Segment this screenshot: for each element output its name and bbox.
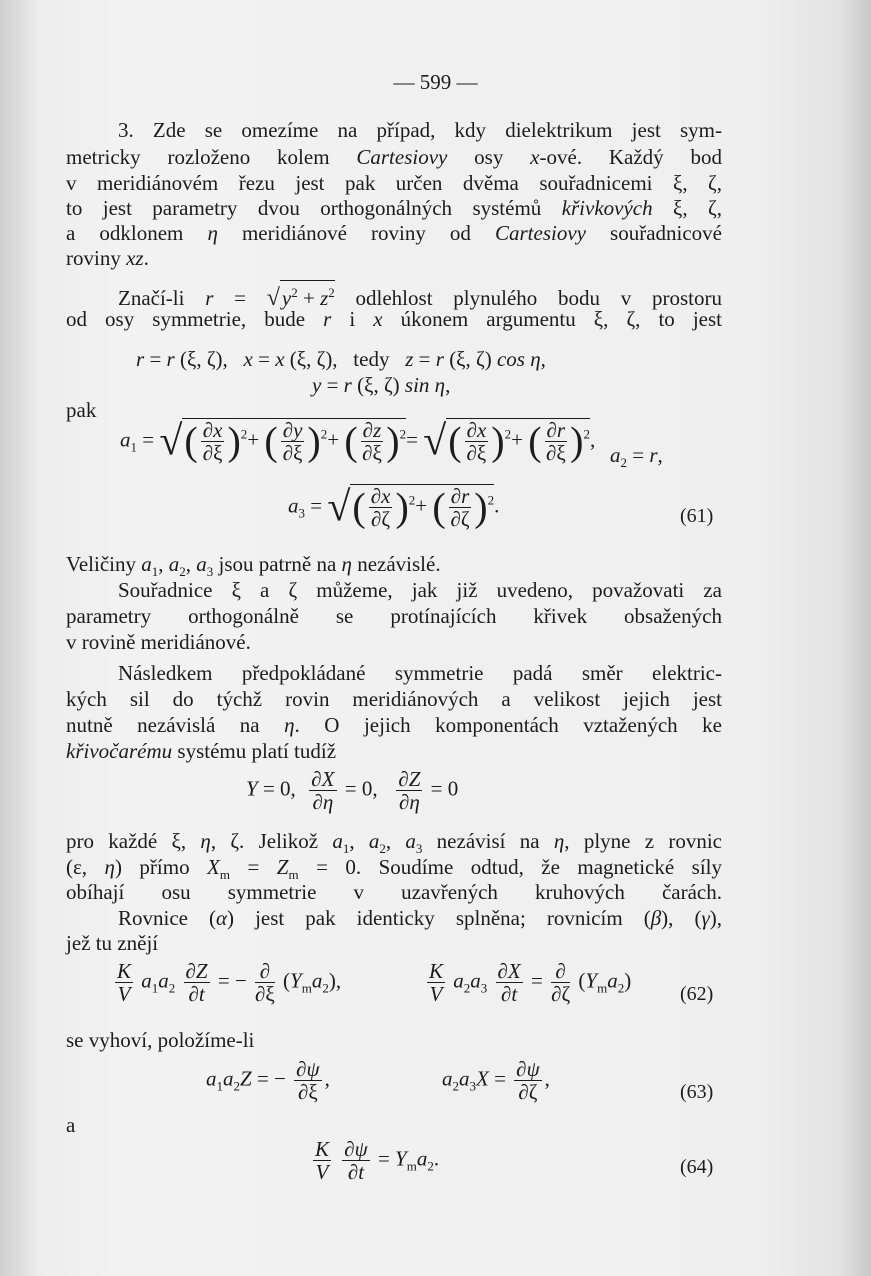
equation-line: r = r (ξ, ζ), x = x (ξ, ζ), tedy z = r (ξ, ζ) cos η, bbox=[136, 347, 546, 371]
text-line: Následkem předpokládané symmetrie padá směr elektric- bbox=[118, 661, 722, 685]
equation-Y-zero: Y = 0, $\frac{\partial X}{\partial\eta}$ = 0, $\frac{\partial Z}{\partial\eta}$ = 0 bbox=[246, 767, 459, 814]
text-line: to jest parametry dvou orthogonálných systémů křivkových ξ, ζ, bbox=[66, 196, 722, 220]
equation-a1: $a_1$ = √( $\frac{\partial x}{\partial\xi}$ )$^2$+ ( $\frac{\partial y}{\partial\xi}$ )$^2$+ ( $\frac{\partial z}{\partial\xi}$ )$^2$= √( $\frac{\partial x}{\partial\xi}$ )$^2$+ ( $\frac{\partial r}{\partial\xi}$ )$^2$, bbox=[120, 418, 596, 465]
text-line: pak bbox=[66, 398, 97, 422]
page-number: — 599 — bbox=[393, 70, 478, 94]
text-line: 3. Zde se omezíme na případ, kdy dielektrikum jest sym- bbox=[118, 118, 722, 142]
text-line: křivočarému systému platí tudíž bbox=[66, 739, 337, 763]
text-line: Rovnice (α) jest pak identicky splněna; rovnicím (β), (γ), bbox=[118, 906, 722, 930]
equation-number: (64) bbox=[680, 1156, 714, 1178]
equation-number: (62) bbox=[680, 983, 714, 1005]
equation-62-right: $\frac{K}{V}$ $a_2a_3$ $\frac{\partial X}{\partial t}$ = $\frac{\partial}{\partial\zeta}$ $(Y_ma_2)$ bbox=[429, 959, 632, 1006]
equation-a2: $a_2 = r$, bbox=[610, 443, 663, 471]
equation-number: (63) bbox=[680, 1081, 714, 1103]
equation-a3: $a_3$ = √( $\frac{\partial x}{\partial\zeta}$ )$^2$+ ( $\frac{\partial r}{\partial\zeta}$ )$^2$. bbox=[288, 484, 500, 531]
text-line: jež tu znějí bbox=[66, 931, 159, 955]
equation-64: $\frac{K}{V}$ $\frac{\partial\psi}{\partial t}$ = $Y_ma_2$. bbox=[315, 1137, 440, 1184]
text-line: od osy symmetrie, bude r i x úkonem argumentu ξ, ζ, to jest bbox=[66, 307, 722, 331]
equation-63-left: $a_1a_2Z$ = − $\frac{\partial\psi}{\partial\xi}$ , bbox=[206, 1057, 330, 1104]
text-line: kých sil do týchž rovin meridiánových a velikost jejich jest bbox=[66, 687, 722, 711]
text-line: obíhají osu symmetrie v uzavřených kruhových čarách. bbox=[66, 880, 722, 904]
text-line: metricky rozloženo kolem Cartesiovy osy x-ové. Každý bod bbox=[66, 145, 723, 169]
text-line: parametry orthogonálně se protínajících křivek obsažených bbox=[66, 604, 722, 628]
text-line: a bbox=[66, 1113, 76, 1137]
text-line: roviny xz. bbox=[66, 246, 149, 270]
text-line: Veličiny $a_1$, $a_2$, $a_3$ jsou patrně na η nezávislé. bbox=[66, 552, 441, 580]
text-line: a odklonem η meridiánové roviny od Cartesiovy souřadnicové bbox=[66, 221, 723, 245]
text-line: pro každé ξ, η, ζ. Jelikož $a_1$, $a_2$, $a_3$ nezávisí na η, plyne z rovnic bbox=[66, 829, 723, 857]
text-line: nutně nezávislá na η. O jejich komponentách vztažených ke bbox=[66, 713, 722, 737]
equation-63-right: $a_2a_3X$ = $\frac{\partial\psi}{\partial\zeta}$ , bbox=[442, 1057, 550, 1104]
text-line: (ε, η) přímo $X_m = Z_m = 0$. Soudíme odtud, že magnetické síly bbox=[66, 855, 722, 883]
equation-line: y = r (ξ, ζ) sin η, bbox=[312, 373, 451, 397]
text-line: se vyhoví, položíme-li bbox=[66, 1028, 255, 1052]
equation-number: (61) bbox=[680, 505, 714, 527]
text-line: Souřadnice ξ a ζ můžeme, jak již uvedeno, považovati za bbox=[118, 578, 722, 602]
text-line: v rovině meridiánové. bbox=[66, 630, 251, 654]
equation-62-left: $\frac{K}{V}$ $a_1a_2$ $\frac{\partial Z}{\partial t}$ = − $\frac{\partial}{\partial\xi}$ $(Y_ma_2)$, bbox=[117, 959, 342, 1006]
text-line: Značí-li $r = √y^2 + z^2$ odlehlost plynulého bodu v prostoru bbox=[118, 280, 722, 310]
text-line: v meridiánovém řezu jest pak určen dvěma souřadnicemi ξ, ζ, bbox=[66, 171, 722, 195]
